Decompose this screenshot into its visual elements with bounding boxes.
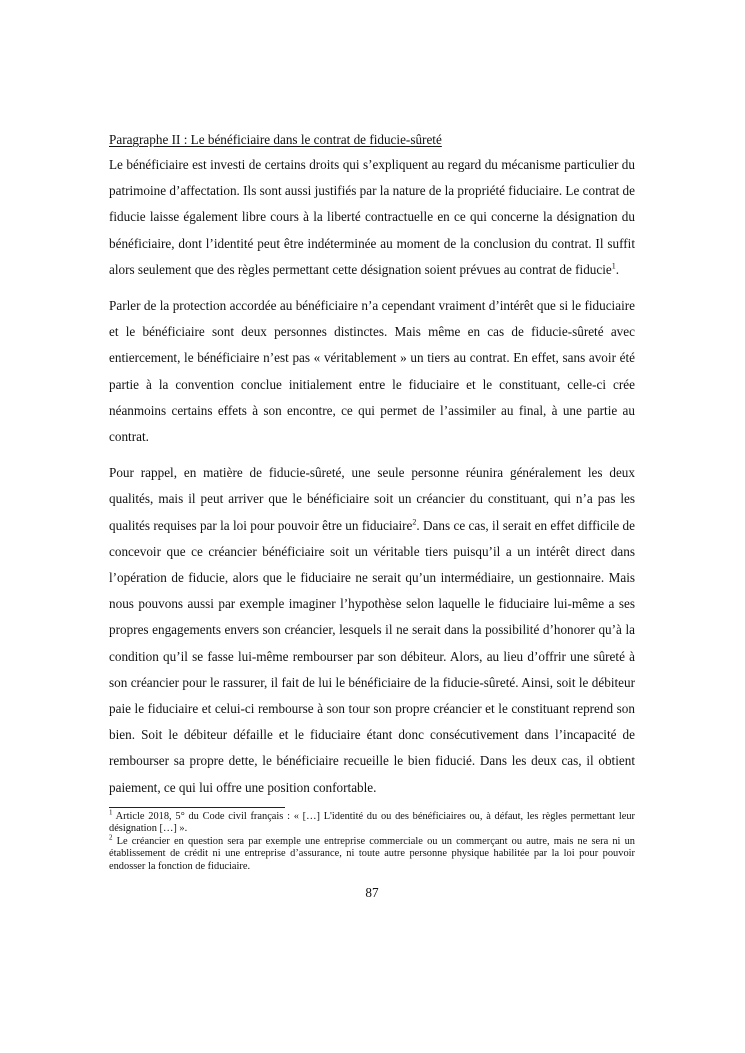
page-number: 87 — [365, 884, 379, 900]
footnote-2 — [109, 833, 635, 873]
paragraph-3 — [109, 460, 635, 801]
paragraph-1-end: . — [615, 261, 620, 277]
section-heading: Paragraphe II : Le bénéficiaire dans le contrat de fiducie-sûreté — [109, 132, 442, 147]
footnote-2-marker: 2 — [109, 833, 113, 842]
footnote-ref-2[interactable]: 2 — [412, 517, 417, 527]
footnote-separator — [109, 807, 285, 808]
footnote-2-text: Le créancier en question sera par exemple une entreprise commerciale ou un commerçant ou autre, mais ne sera ni un établissement de crédit ni une entreprise d’assurance, ni toute autre personne physique habilitée par la loi pour pouvoir endosser la fonction de fiduciaire. — [109, 835, 635, 872]
footnote-1-text: Article 2018, 5° du Code civil français : « […] L'identité du ou des bénéficiaires ou, à défaut, les règles permettant leur désignation […] ». — [109, 810, 635, 835]
footnote-ref-1[interactable]: 1 — [611, 261, 616, 271]
document-page — [109, 128, 635, 901]
paragraph-3-text-start: Pour rappel, en matière de fiducie-sûreté, une seule personne réunira généralement les deux qualités, mais il peut arriver que le bénéficiaire soit un créancier du constituant, qui n’a pas les qualités requises par la loi pour pouvoir être un fiduciaire — [109, 465, 635, 533]
paragraph-3-text-end: . Dans ce cas, il serait en effet difficile de concevoir que ce créancier bénéficiaire soit un véritable tiers puisqu’il a un intérêt direct dans l’opération de fiducie, alors que le fiduciaire ne serait qu’un intermédiaire, un gestionnaire. Mais nous pouvons aussi par exemple imaginer l’hypothèse selon laquelle le fiduciaire lui-même a ses propres engagements envers son créancier, lesquels il ne serait dans la possibilité d’honorer qu’à la condition qu’il se fasse lui-même rembourser par son débiteur. Alors, au lieu d’offrir une sûreté à son créancier pour le rassurer, il fait de lui le bénéficiaire de la fiducie-sûreté. Ainsi, soit le débiteur paie le fiduciaire et celui-ci rembourse à son tour son propre créancier et le constituant reprend son bien. Soit le débiteur défaille et le fiduciaire étant donc consécutivement dans l’incapacité de rembourser sa propre dette, le bénéficiaire recueille le bien fiducié. Dans les deux cas, il obtient paiement, ce qui lui offre une position confortable. — [109, 517, 635, 795]
footnote-1 — [109, 808, 635, 836]
paragraph-1-text: Le bénéficiaire est investi de certains droits qui s’expliquent au regard du mécanisme particulier du patrimoine d’affectation. Ils sont aussi justifiés par la nature de la propriété fiduciaire. Le contrat de fiducie laisse également libre cours à la liberté contractuelle en ce qui concerne la désignation du bénéficiaire, dont l’identité peut être indéterminée au moment de la conclusion du contrat. Il suffit alors seulement que des règles permettant cette désignation soient prévues au contrat de fiducie — [109, 157, 635, 277]
paragraph-2: Parler de la protection accordée au bénéficiaire n’a cependant vraiment d’intérêt que si le fiduciaire et le bénéficiaire sont deux personnes distinctes. Mais même en cas de fiducie-sûreté avec entiercement, le bénéficiaire n’est pas « véritablement » un tiers au contrat. En effet, sans avoir été partie à la convention conclue initialement entre le fiduciaire et le constituant, celle-ci crée néanmoins certains effets à son encontre, ce qui permet de l’assimiler au final, à une partie au contrat. — [109, 298, 635, 445]
footnote-1-marker: 1 — [109, 808, 113, 817]
paragraph-1 — [109, 152, 635, 283]
